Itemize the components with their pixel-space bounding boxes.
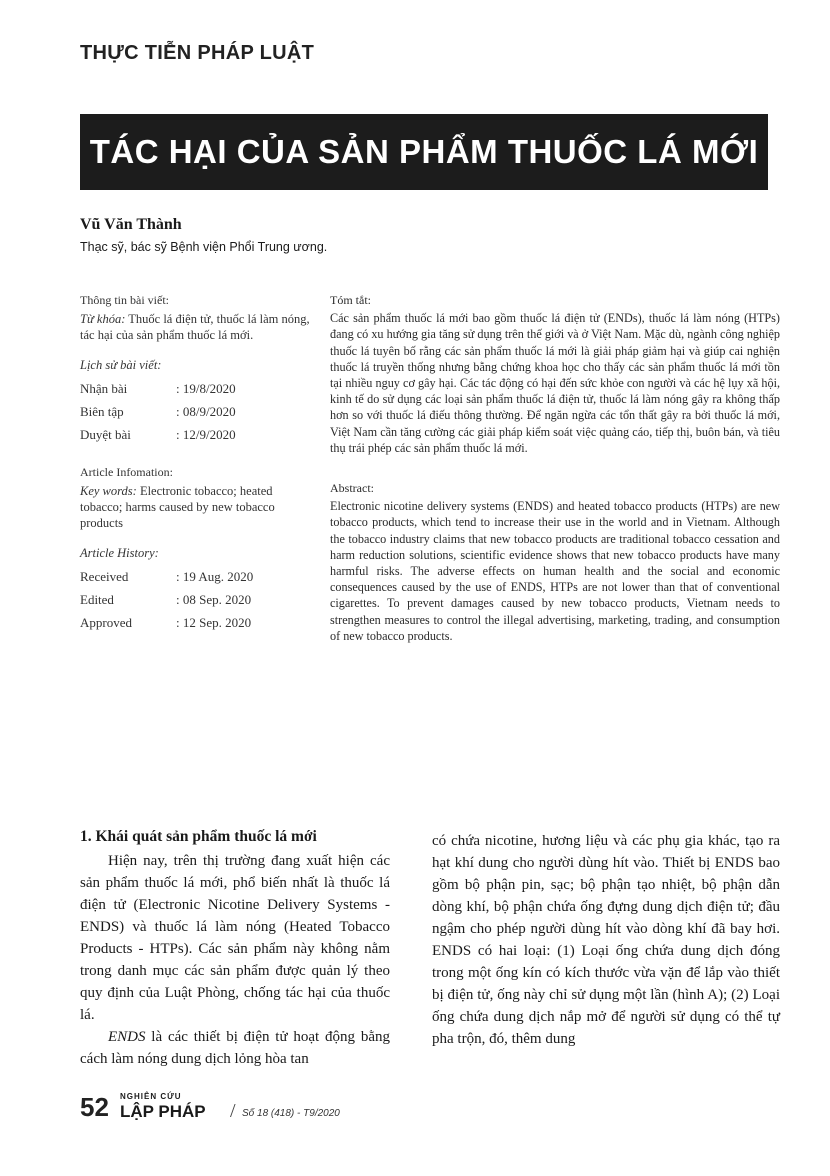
history-label: Nhận bài <box>80 380 128 396</box>
body-paragraph <box>80 1026 390 1070</box>
history-label: Biên tập <box>80 403 124 419</box>
author-affiliation: Thạc sỹ, bác sỹ Bệnh viện Phổi Trung ương. <box>80 240 328 254</box>
history-row <box>80 423 310 446</box>
history-value: : 19 Aug. 2020 <box>176 568 254 584</box>
history-label: Duyệt bài <box>80 426 131 442</box>
section-label: THỰC TIỄN PHÁP LUẬT <box>80 42 315 64</box>
author-name: Vũ Văn Thành <box>80 216 182 233</box>
article-info-column <box>80 292 310 634</box>
issue-info: Số 18 (418) - T9/2020 <box>242 1108 340 1119</box>
page-footer <box>80 1090 400 1134</box>
keywords-text-en: Electronic tobacco; heated tobacco; harms caused by new tobacco products <box>80 484 275 530</box>
keywords-label-en: Key words: <box>80 484 137 498</box>
history-value: : 12 Sep. 2020 <box>176 614 252 630</box>
keywords-label-vi: Từ khóa: <box>80 312 126 326</box>
history-row <box>80 611 310 634</box>
history-label: Received <box>80 568 129 584</box>
body-paragraph-text: là các thiết bị điện tử hoạt động bằng cách làm nóng dung dịch lỏng hòa tan <box>80 1029 390 1067</box>
history-heading-en: Article History: <box>80 546 159 560</box>
body-paragraph: Hiện nay, trên thị trường đang xuất hiện các sản phẩm thuốc lá mới, phổ biến nhất là thuốc lá điện tử (Electronic Nicotine Delivery Systems - ENDS) và thuốc lá làm nóng (Heated Tobacco Products - HTPs). Các sản phẩm này không nằm trong danh mục các sản phẩm được quản lý theo quy định của Luật Phòng, chống tác hại của thuốc lá. <box>80 853 390 1023</box>
abstract-text-vi: Các sản phẩm thuốc lá mới bao gồm thuốc lá điện tử (ENDs), thuốc lá làm nóng (HTPs) đang có xu hướng gia tăng sử dụng trên thế giới và ở Việt Nam. Mặc dù, ngành công nghiệp thuốc lá tuyên bố rằng các sản phẩm thuốc lá mới là giải pháp giảm hại và giúp cai nghiện thuốc lá truyền thống nhưng bằng chứng khoa học cho thấy các sản phẩm thuốc lá mới tồn tại nhiều nguy cơ gây hại. Các tác động có hại đến sức khỏe con người và các hệ lụy xã hội, kinh tế do sử dụng các loại sản phẩm thuốc lá điện tử, thuốc lá làm nóng gây ra không thấp hơn so với thuốc lá điếu thông thường. Để ngăn ngừa các tổn thất gây ra bởi thuốc lá mới, Việt Nam cần tăng cường các giải pháp kiểm soát việc quảng cáo, tiếp thị, buôn bán, và tiêu thụ trái phép các sản phẩm thuốc lá mới. <box>330 311 780 455</box>
abstract-heading-vi: Tóm tắt: <box>330 293 371 307</box>
body-paragraph: có chứa nicotine, hương liệu và các phụ gia khác, tạo ra hạt khí dung cho người dùng hít vào. Thiết bị ENDS bao gồm bộ phận pin, sạc; bộ phận tạo nhiệt, bộ phận dẫn dòng khí, bộ phận chứa ống đựng dung dịch điện tử; đầu ngậm cho phép người dùng hít vào dòng khí đã bay hơi. ENDS có hai loại: (1) Loại ống chứa dung dịch đóng trong một ống kín có kích thước vừa vặn để lắp vào thiết bị điện tử, ống này chỉ sử dụng một lần (hình A); (2) Loại ống chứa dung dịch nắp mở để người sử dụng có thể tự pha trộn, đó, thêm dung <box>432 833 780 1047</box>
keywords-text-vi: Thuốc lá điện tử, thuốc lá làm nóng, tác hại của sản phẩm thuốc lá mới. <box>80 312 310 342</box>
history-label: Edited <box>80 591 114 607</box>
keywords-en <box>80 483 310 531</box>
history-row <box>80 588 310 611</box>
abstract-heading-en: Abstract: <box>330 481 374 496</box>
keywords-vi <box>80 311 310 343</box>
page-number: 52 <box>80 1092 109 1122</box>
magazine-name-top: NGHIÊN CỨU <box>120 1092 182 1101</box>
abstract-text-en: Electronic nicotine delivery systems (ENDS) and heated tobacco products (HTPs) are new tobacco products, which tend to increase their use in the world and in Vietnam. Although the tobacco industry claims that new tobacco products are traditional tobacco cessation and harm reduction solutions, scientific evidence shows that new tobacco products have many harmful risks. The adverse effects on human health and the social and economic consequences caused by the use of ENDS, HTPs are not lower than that of conventional cigarettes. To prevent damages caused by new tobacco products, Vietnam needs to strengthen measures to control the illegal advertising, marketing, trading, and consumption of new tobacco products. <box>330 499 780 643</box>
history-value: : 19/8/2020 <box>176 380 236 396</box>
abstract-column <box>330 292 780 644</box>
body-right-column <box>432 830 780 1050</box>
article-info-en <box>80 464 310 634</box>
history-heading-vi: Lịch sử bài viết: <box>80 358 162 372</box>
article-title: TÁC HẠI CỦA SẢN PHẨM THUỐC LÁ MỚI <box>80 114 768 190</box>
history-row <box>80 565 310 588</box>
magazine-name-main: LẬP PHÁP <box>120 1102 206 1121</box>
body-left-column <box>80 826 390 1070</box>
history-value: : 08/9/2020 <box>176 403 236 419</box>
separator-slash: / <box>230 1100 236 1122</box>
history-value: : 12/9/2020 <box>176 426 236 442</box>
info-heading-en: Article Infomation: <box>80 465 173 479</box>
info-heading-vi: Thông tin bài viết: <box>80 293 169 307</box>
history-value: : 08 Sep. 2020 <box>176 591 252 607</box>
history-row <box>80 400 310 423</box>
ends-term: ENDS <box>108 1029 146 1045</box>
history-label: Approved <box>80 614 132 630</box>
history-row <box>80 377 310 400</box>
section-heading: 1. Khái quát sản phẩm thuốc lá mới <box>80 828 317 845</box>
